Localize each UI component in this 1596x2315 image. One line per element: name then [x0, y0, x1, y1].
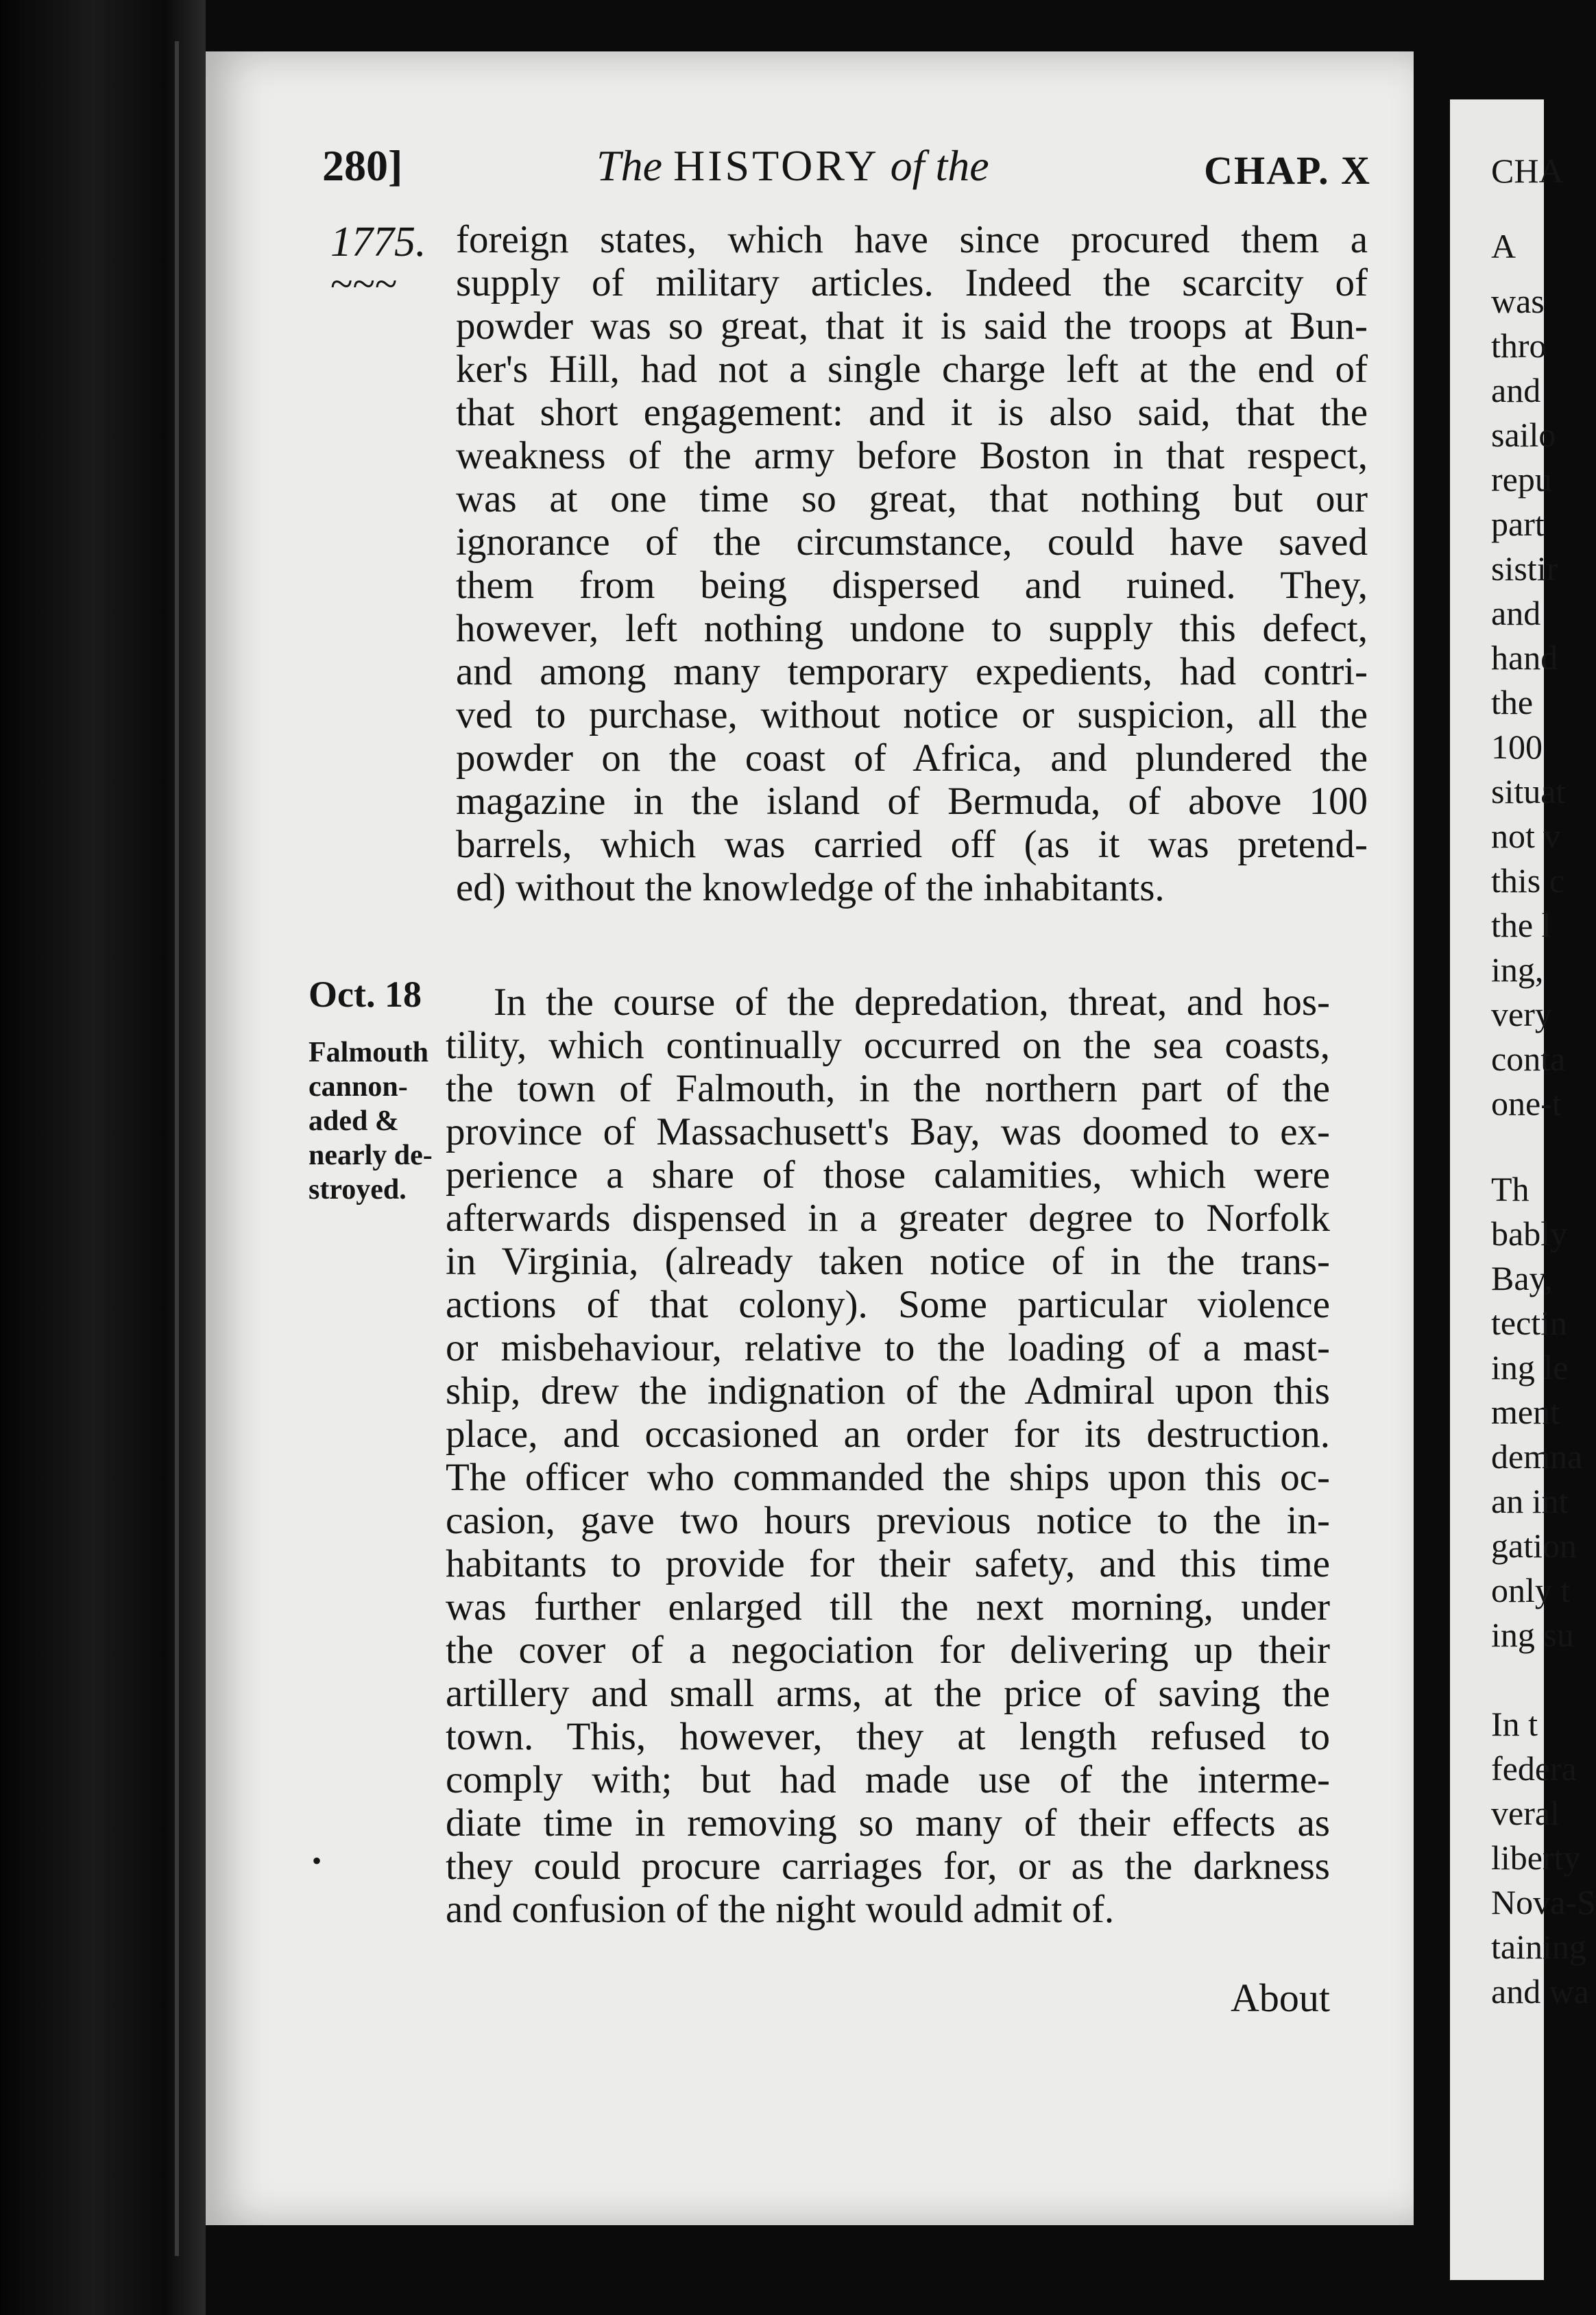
facing-page-line: and — [1491, 594, 1541, 632]
text-line: diate time in removing so many of their effects as — [446, 1801, 1330, 1845]
text-line: The officer who commanded the ships upon this oc- — [446, 1456, 1330, 1499]
facing-page-line: and — [1491, 371, 1541, 409]
facing-page-line: conta — [1491, 1040, 1566, 1078]
text-line: the town of Falmouth, in the northern part of the — [446, 1067, 1330, 1110]
text-line: foreign states, which have since procured them a — [456, 218, 1368, 261]
text-line: habitants to provide for their safety, and this time — [446, 1542, 1330, 1585]
facing-page-line: hand — [1491, 638, 1558, 677]
text-line: and among many temporary expedients, had contri- — [456, 650, 1368, 693]
facing-page-line: was — [1491, 282, 1545, 320]
facing-page-line: CHA — [1491, 152, 1564, 190]
text-line: afterwards dispensed in a greater degree to Norfolk — [446, 1197, 1330, 1240]
text-line: ker's Hill, had not a single charge left at the end of — [456, 348, 1368, 391]
running-title — [596, 141, 989, 191]
text-line: perience a share of those calamities, which were — [446, 1153, 1330, 1197]
facing-page-line: In t — [1491, 1705, 1538, 1743]
text-line: powder on the coast of Africa, and plundered the — [456, 736, 1368, 780]
stray-mark: • — [312, 1845, 322, 1876]
page-number: 280] — [322, 141, 403, 190]
facing-page-line: very — [1491, 995, 1552, 1033]
title-suffix: of the — [890, 141, 989, 190]
margin-note-line: nearly de- — [309, 1140, 433, 1171]
text-line: artillery and small arms, at the price of saving the — [446, 1672, 1330, 1715]
facing-page-line: ing le — [1491, 1348, 1569, 1387]
title-main: HISTORY — [673, 141, 880, 190]
margin-date: Oct. 18 — [309, 974, 422, 1015]
text-line: In the course of the depredation, threat, and hos- — [494, 981, 1330, 1024]
text-line: however, left nothing undone to supply this defect, — [456, 607, 1368, 650]
margin-note — [309, 1035, 446, 1207]
text-line: the cover of a negociation for delivering up their — [446, 1629, 1330, 1672]
facing-page-line: repu — [1491, 460, 1552, 499]
text-line: was at one time so great, that nothing but our — [456, 477, 1368, 520]
facing-page-line: liberty — [1491, 1838, 1581, 1877]
facing-page-line: the — [1491, 683, 1534, 721]
chapter-label: CHAP. X — [1204, 148, 1371, 193]
facing-page-line: A — [1491, 227, 1516, 265]
text-line: or misbehaviour, relative to the loading of a mast- — [446, 1326, 1330, 1369]
facing-page-line: sistir — [1491, 549, 1558, 588]
facing-page-line: Nova-S — [1491, 1883, 1596, 1921]
facing-page-line: the l — [1491, 906, 1551, 944]
facing-page-line: taining — [1491, 1928, 1586, 1966]
facing-page-line: situat — [1491, 772, 1566, 811]
text-line: actions of that colony). Some particular violence — [446, 1283, 1330, 1326]
facing-page-line: part — [1491, 505, 1545, 543]
facing-page-line: an int — [1491, 1482, 1569, 1520]
facing-page-line: this c — [1491, 861, 1564, 900]
page-divider — [1414, 96, 1450, 2290]
text-line: town. This, however, they at length refused to — [446, 1715, 1330, 1758]
paragraph-1 — [456, 218, 1368, 909]
text-line: ship, drew the indignation of the Admiral upon this — [446, 1369, 1330, 1413]
facing-page-line: ing su — [1491, 1616, 1574, 1654]
title-prefix: The — [596, 141, 662, 190]
text-line: comply with; but had made use of the interme- — [446, 1758, 1330, 1801]
text-line: ed) without the knowledge of the inhabitants. — [456, 866, 1165, 909]
facing-page-line: only t — [1491, 1571, 1571, 1609]
text-line: place, and occasioned an order for its destruction. — [446, 1413, 1330, 1456]
facing-page-line: thro — [1491, 326, 1547, 365]
facing-page-line: 100 — [1491, 728, 1543, 766]
margin-note-line: stroyed. — [309, 1174, 407, 1206]
text-line: that short engagement: and it is also said, that the — [456, 391, 1368, 434]
facing-page-line: gation — [1491, 1526, 1577, 1565]
text-line: magazine in the island of Bermuda, of above 100 — [456, 780, 1368, 823]
text-line: tility, which continually occurred on the sea coasts, — [446, 1024, 1330, 1067]
text-line: ignorance of the circumstance, could have saved — [456, 520, 1368, 564]
text-line: supply of military articles. Indeed the scarcity of — [456, 261, 1368, 304]
facing-page-line: Bay, — [1491, 1259, 1553, 1297]
text-line: powder was so great, that it is said the troops at Bun- — [456, 304, 1368, 348]
margin-year: 1775. — [330, 219, 426, 265]
catchword: About — [1231, 1976, 1330, 2020]
text-line: province of Massachusett's Bay, was doomed to ex- — [446, 1110, 1330, 1153]
facing-page-text — [1450, 99, 1596, 2280]
facing-page-line: bably — [1491, 1214, 1568, 1253]
text-line: was further enlarged till the next morning, under — [446, 1585, 1330, 1629]
facing-page-line: ment — [1491, 1393, 1560, 1431]
running-header — [322, 141, 1392, 202]
facing-page-line: tectin — [1491, 1304, 1568, 1342]
text-line: in Virginia, (already taken notice of in the trans- — [446, 1240, 1330, 1283]
margin-flourish: ~~~ — [330, 261, 398, 307]
facing-page-line: Th — [1491, 1170, 1530, 1208]
text-line: them from being dispersed and ruined. They, — [456, 564, 1368, 607]
facing-page-line: federa — [1491, 1749, 1577, 1788]
margin-note-line: aded & — [309, 1105, 399, 1137]
paragraph-2 — [446, 981, 1330, 1931]
facing-page-line: sailo — [1491, 416, 1556, 454]
facing-page-line: veral — [1491, 1794, 1560, 1832]
text-line: barrels, which was carried off (as it was pretend- — [456, 823, 1368, 866]
text-line: ved to purchase, without notice or suspicion, all the — [456, 693, 1368, 736]
facing-page-line: one-t — [1491, 1084, 1562, 1123]
text-line: weakness of the army before Boston in that respect, — [456, 434, 1368, 477]
text-line: they could procure carriages for, or as the darkness — [446, 1845, 1330, 1888]
facing-page-line: not v — [1491, 817, 1561, 855]
text-line: and confusion of the night would admit of. — [446, 1888, 1115, 1931]
margin-note-line: Falmouth — [309, 1037, 429, 1068]
facing-page-line: and wa — [1491, 1972, 1589, 2011]
margin-note-line: cannon- — [309, 1071, 408, 1103]
facing-page-line: demna — [1491, 1437, 1583, 1476]
facing-page-line: ing, — [1491, 950, 1544, 989]
text-line: casion, gave two hours previous notice to the in- — [446, 1499, 1330, 1542]
spine-edge — [175, 41, 179, 2256]
